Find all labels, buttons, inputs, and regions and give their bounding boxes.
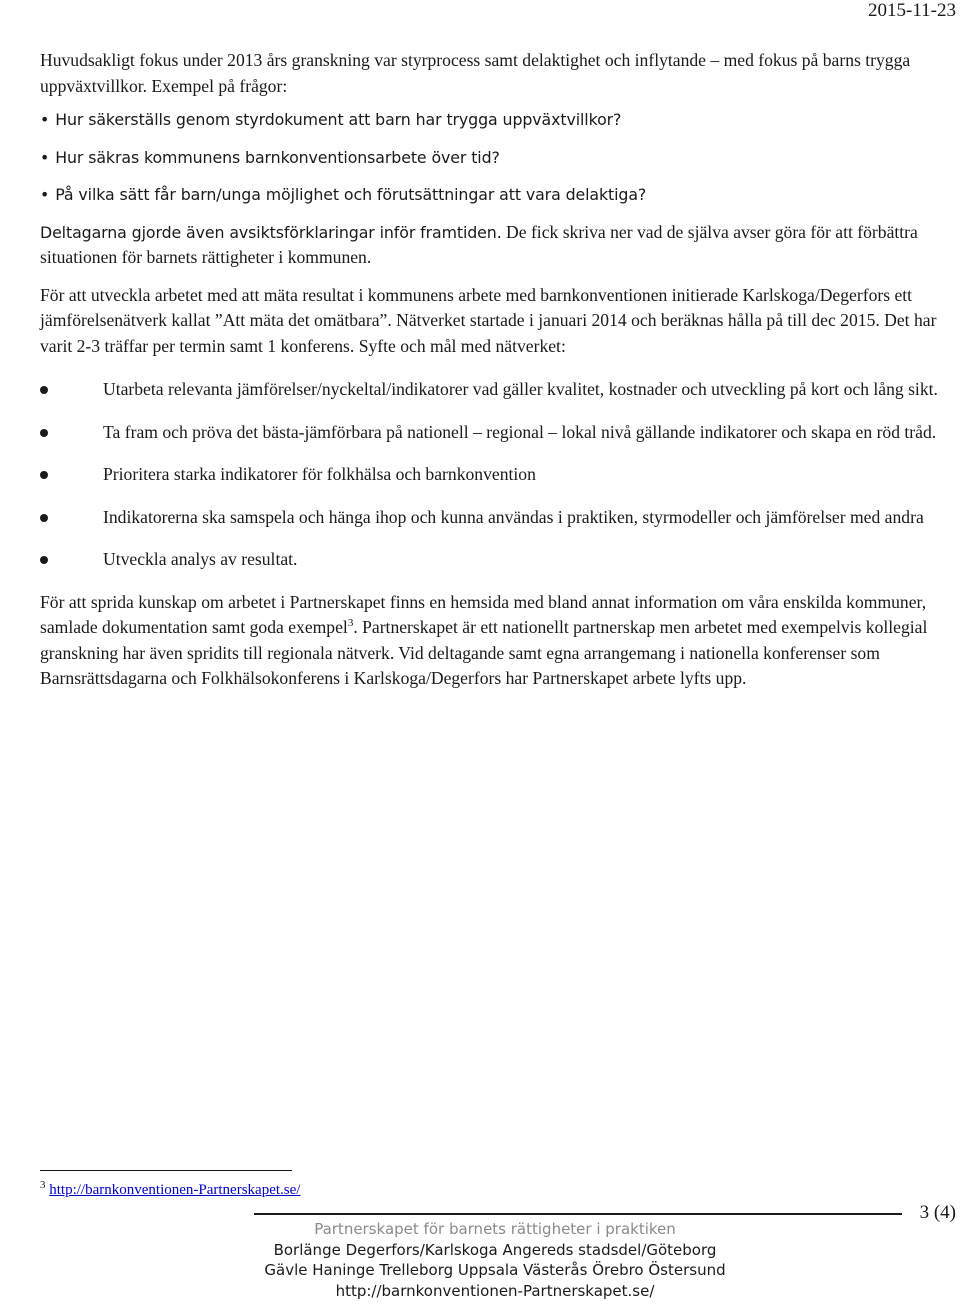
footnote-divider	[40, 1170, 292, 1171]
page-number: 3 (4)	[919, 1202, 956, 1223]
footer-divider	[254, 1213, 902, 1215]
bullet-icon	[40, 556, 48, 564]
footnote-ref[interactable]: 3	[347, 617, 354, 630]
spread-text-after: . Partnerskapet är ett nationellt partnerskap men arbetet med exempelvis kollegial granskning har även spridits till regionala nätverk. Vid deltagande samt egna arrangemang i nationella konferenser som Barnsrättsdagarna och Folkhälsokonferens i Karlskoga/Degerfors har Partnerskapet arbete lyfts upp.	[40, 617, 928, 688]
intro-paragraph: Huvudsakligt fokus under 2013 års granskning var styrprocess samt delaktighet och inflytande – med fokus på barns trygga uppväxtvillkor. Exempel på frågor:	[40, 50, 911, 96]
document-date: 2015-11-23	[868, 0, 956, 21]
goal-text: Ta fram och pröva det bästa-jämförbara på nationell – regional – lokal nivå gällande indikatorer och skapa en röd tråd.	[103, 421, 937, 442]
goal-text: Indikatorerna ska samspela och hänga ihop och kunna användas i praktiken, styrmodeller och jämförelser med andra	[103, 506, 924, 527]
question-item: • På vilka sätt får barn/unga möjlighet och förutsättningar att vara delaktiga?	[40, 182, 954, 208]
footer-url[interactable]: http://barnkonventionen-Partnerskapet.se/	[335, 1281, 655, 1300]
goal-item	[40, 420, 954, 446]
goal-item	[40, 547, 954, 573]
network-paragraph: För att utveckla arbetet med att mäta resultat i kommunens arbete med barnkonventionen initierade Karlskoga/Degerfors ett jämförelsenätverk kallat ”Att mäta det omätbara”. Nätverket startade i januari 2014 och beräknas hålla på till dec 2015. Det har varit 2-3 träffar per termin samt 1 konferens. Syfte och mål med nätverket:	[40, 284, 937, 356]
spread-text-before: För att sprida kunskap om arbetet i Partnerskapet finns en hemsida med bland annat information om våra enskilda kommuner, samlade dokumentation samt goda exempel	[40, 591, 927, 637]
declaration-text-1: Deltagarna gjorde även avsiktsförklaringar inför framtiden.	[40, 222, 502, 242]
declaration-text-2: De fick skriva ner vad de själva avser göra för att förbättra situationen för barnets rättigheter i kommunen.	[40, 221, 918, 267]
bullet-icon	[40, 429, 48, 437]
footnote-number: 3	[40, 1179, 46, 1191]
question-item: • Hur säkras kommunens barnkonventionsarbete över tid?	[40, 145, 954, 171]
goal-text: Prioritera starka indikatorer för folkhälsa och barnkonvention	[103, 464, 536, 484]
bullet-icon	[40, 386, 48, 394]
question-item: • Hur säkerställs genom styrdokument att barn har trygga uppväxtvillkor?	[40, 107, 954, 133]
footer-title: Partnerskapet för barnets rättigheter i praktiken	[314, 1220, 676, 1238]
goal-item	[40, 377, 954, 403]
goals-list	[40, 377, 954, 573]
question-list	[40, 107, 954, 208]
bullet-icon	[40, 471, 48, 479]
declaration-paragraph	[40, 220, 954, 271]
footnote-link[interactable]: http://barnkonventionen-Partnerskapet.se/	[49, 1182, 301, 1198]
document-body	[40, 48, 954, 692]
footnote	[40, 1180, 300, 1200]
goal-text: Utarbeta relevanta jämförelser/nyckeltal/indikatorer vad gäller kvalitet, kostnader och utveckling på kort och lång sikt.	[103, 379, 938, 399]
footer-municipalities-2: Gävle Haninge Trelleborg Uppsala Västerås Örebro Östersund	[264, 1261, 726, 1279]
spread-paragraph	[40, 590, 954, 692]
goal-item	[40, 462, 954, 488]
goal-text: Utveckla analys av resultat.	[103, 549, 298, 569]
footer	[240, 1219, 750, 1301]
footer-municipalities-1: Borlänge Degerfors/Karlskoga Angereds stadsdel/Göteborg	[273, 1240, 717, 1259]
goal-item	[40, 505, 954, 531]
bullet-icon	[40, 514, 48, 522]
